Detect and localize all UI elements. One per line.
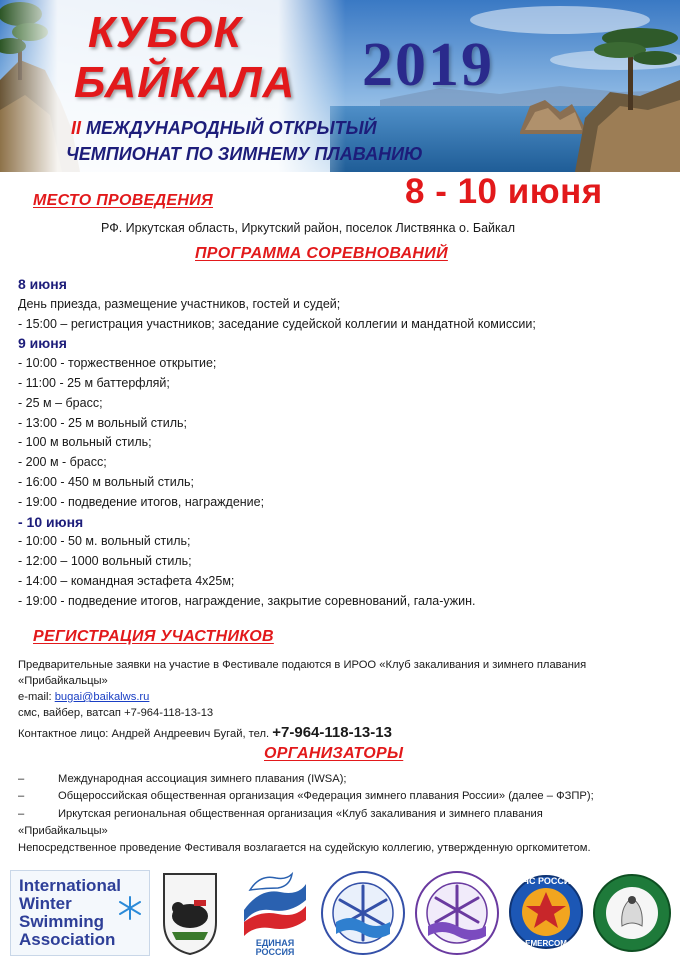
sponsor-logos	[0, 866, 680, 959]
rescue-team-emblem-icon	[592, 870, 672, 956]
organizer-dash: –	[18, 807, 25, 820]
email-link[interactable]: bugai@baikalws.ru	[54, 691, 150, 703]
program-item: - 12:00 – 1000 вольный стиль;	[18, 554, 192, 569]
program-heading: ПРОГРАММА СОРЕВНОВАНИЙ	[195, 245, 448, 262]
program-item: - 19:00 - подведение итогов, награждение;	[18, 494, 265, 509]
program-item: - 10:00 - торжественное открытие;	[18, 356, 217, 371]
email-line	[18, 689, 586, 705]
registration-text-2: «Прибайкальцы»	[18, 675, 108, 687]
program-item: - 19:00 - подведение итогов, награждение, закрытие соревнований, гала-ужин.	[18, 593, 476, 608]
organizers-list	[18, 771, 594, 857]
program-item: - 15:00 – регистрация участников; заседание судейской коллегии и мандатной комиссии;	[18, 316, 536, 331]
program-item: - 11:00 - 25 м баттерфляй;	[18, 375, 170, 390]
program-item: - 13:00 - 25 м вольный стиль;	[18, 415, 188, 430]
organizers-note: Непосредственное проведение Фестиваля возлагается на судейскую коллегию, утвержденную оргкомитетом.	[18, 842, 591, 855]
organizer-text: Международная ассоциация зимнего плавания (IWSA);	[58, 773, 347, 785]
header-banner	[0, 0, 680, 172]
iwsa-logo	[10, 870, 150, 956]
organizer-dash: –	[18, 773, 25, 785]
er-label-1: ЕДИНАЯ	[255, 938, 295, 948]
mchs-bottom-label: EMERCOM	[525, 939, 567, 948]
organizers-heading: ОРГАНИЗАТОРЫ	[264, 745, 404, 762]
organizer-item-continued: «Прибайкальцы»	[18, 824, 108, 837]
registration-text-1: Предварительные заявки на участие в Фестивале подаются в ИРОО «Клуб закаливания и зимнего плавания	[18, 659, 587, 671]
mchs-emblem-icon	[508, 870, 584, 956]
email-label: e-mail:	[18, 691, 55, 703]
day-2-title: 9 июня	[18, 335, 67, 352]
pribaikaltsy-club-logo-icon	[414, 870, 500, 956]
venue-heading: МЕСТО ПРОВЕДЕНИЯ	[33, 192, 214, 209]
organizer-item	[18, 771, 594, 788]
snowflake-icon	[117, 895, 143, 921]
organizer-text: Иркутская региональная общественная организация «Клуб закаливания и зимнего плавания	[58, 807, 543, 820]
program-item: - 100 м вольный стиль;	[18, 435, 152, 450]
day-3-title: - 10 июня	[18, 513, 84, 530]
program-item: - 25 м – брасс;	[18, 395, 103, 410]
messengers-line: смс, вайбер, ватсап +7-964-118-13-13	[18, 707, 214, 719]
venue-address: РФ. Иркутская область, Иркутский район, поселок Листвянка о. Байкал	[101, 221, 516, 235]
iwsa-line-4: Association	[19, 930, 116, 949]
subtitle-text-1: МЕЖДУНАРОДНЫЙ ОТКРЫТЫЙ	[81, 118, 377, 138]
subtitle-line-2: ЧЕМПИОНАТ ПО ЗИМНЕМУ ПЛАВАНИЮ	[66, 144, 423, 164]
registration-heading: РЕГИСТРАЦИЯ УЧАСТНИКОВ	[33, 628, 274, 645]
registration-block	[18, 657, 586, 721]
winter-swimming-federation-logo-icon	[320, 870, 406, 956]
program-item: - 10:00 - 50 м. вольный стиль;	[18, 534, 191, 549]
program-item: - 200 м - брасс;	[18, 455, 107, 470]
event-dates: 8 - 10 июня	[405, 172, 603, 211]
title-kubok: КУБОК	[88, 8, 242, 57]
organizer-item	[18, 788, 594, 805]
program-item: - 14:00 – командная эстафета 4х25м;	[18, 573, 235, 588]
iwsa-line-2: Winter	[19, 894, 72, 913]
program-item: День приезда, размещение участников, гостей и судей;	[18, 296, 341, 311]
title-baikala: БАЙКАЛА	[74, 58, 296, 107]
mchs-top-label: МЧС РОССИИ	[515, 876, 577, 886]
day-1-title: 8 июня	[18, 276, 67, 292]
edinaya-rossiya-bear-icon	[240, 870, 310, 956]
contact-line	[18, 725, 392, 742]
program-list	[18, 275, 536, 612]
irkutsk-coat-of-arms-icon	[160, 870, 220, 956]
organizer-item	[18, 806, 594, 823]
iwsa-line-3: Swimming	[19, 912, 105, 931]
subtitle-roman-numeral: II	[71, 118, 82, 138]
contact-phone: +7-964-118-13-13	[272, 724, 392, 741]
subtitle-line-1	[71, 118, 377, 139]
er-label-2: РОССИЯ	[255, 947, 295, 956]
contact-label: Контактное лицо: Андрей Андреевич Бугай, тел.	[18, 728, 273, 740]
organizer-text: Общероссийская общественная организация «Федерация зимнего плавания России» (далее – ФЗПР);	[58, 790, 594, 803]
organizer-dash: –	[18, 790, 25, 803]
program-item: - 16:00 - 450 м вольный стиль;	[18, 474, 194, 489]
iwsa-line-1: International	[19, 876, 122, 895]
event-year: 2019	[362, 31, 494, 99]
